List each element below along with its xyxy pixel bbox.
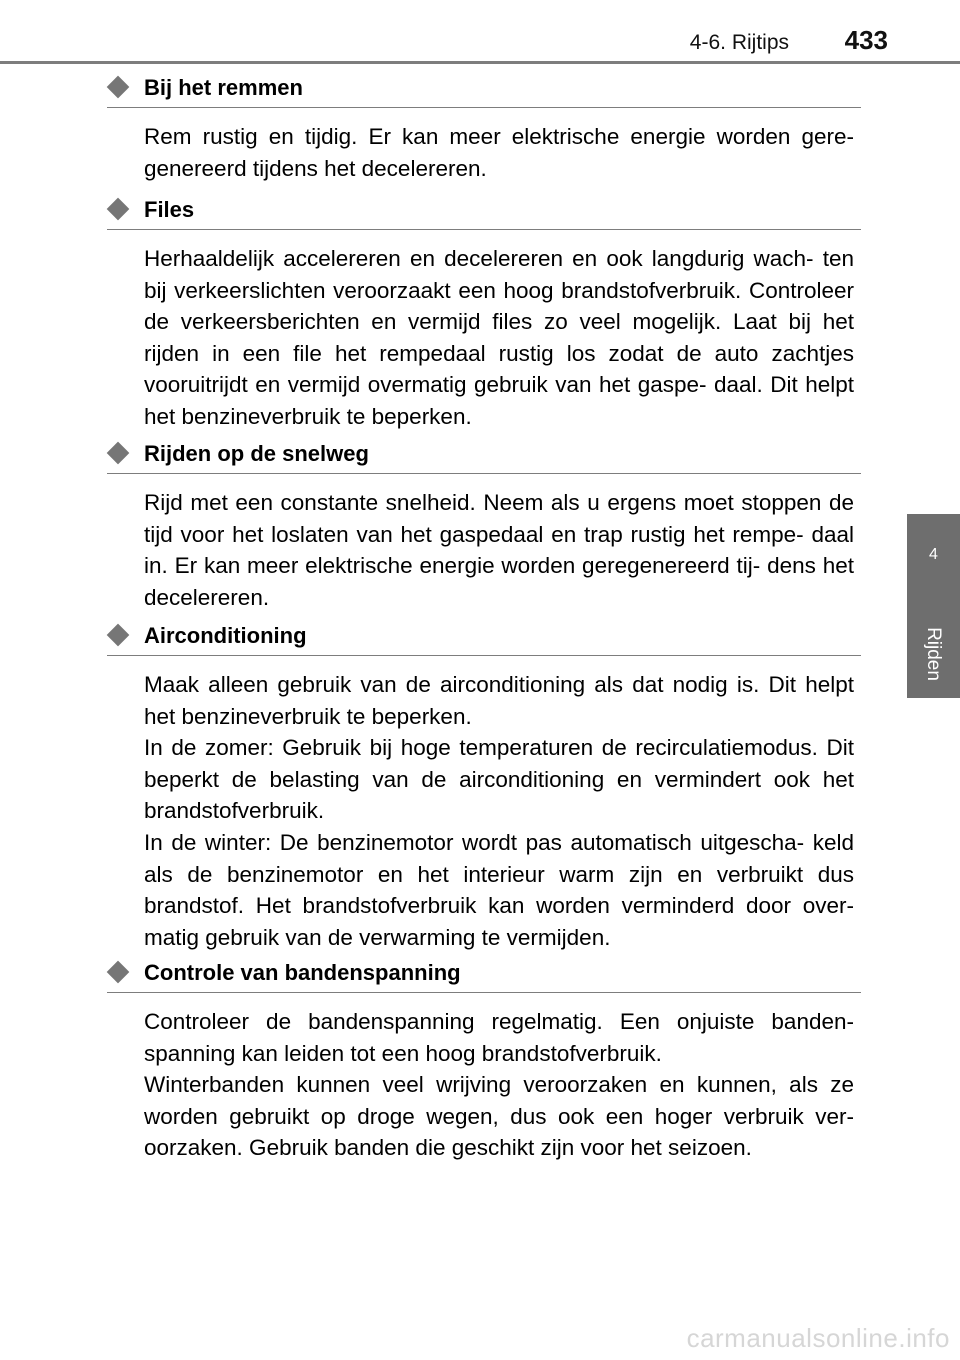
section-braking [107,76,861,184]
section-body [144,121,854,184]
section-divider [107,229,861,230]
section-body [144,487,854,613]
diamond-bullet-icon [107,442,130,465]
section-heading: Files [144,197,195,222]
diamond-bullet-icon [107,198,130,221]
section-title-row [107,198,861,230]
body-paragraph: In de winter: De benzinemotor wordt pas automatisch uitgescha- keld als de benzinemotor en het interieur warm zijn en verbruikt dus brandstof. Het brandstofverbruik kan worden verminderd door over- matig gebruik van de verwarming te vermijden. [144,829,854,950]
section-airconditioning [107,624,861,953]
diamond-bullet-icon [107,76,130,99]
body-paragraph: Rem rustig en tijdig. Er kan meer elektrische energie worden gere- genereerd tijdens het decelereren. [144,124,854,181]
section-tire-pressure [107,961,861,1164]
section-traffic-jams [107,198,861,433]
chapter-number: 4 [929,546,938,563]
section-divider [107,992,861,993]
body-paragraph: Maak alleen gebruik van de airconditioning als dat nodig is. Dit helpt het benzineverbruik te beperken. [144,672,854,729]
body-paragraph: Winterbanden kunnen veel wrijving veroorzaken en kunnen, als ze worden gebruikt op droge wegen, dus ook een hoger verbruik ver- oorzaken. Gebruik banden die geschikt zijn voor het seizoen. [144,1072,854,1161]
section-highway [107,442,861,613]
section-title-row [107,76,861,108]
page-number: 433 [844,25,888,55]
section-heading: Airconditioning [144,623,307,648]
section-title-row [107,624,861,656]
diamond-bullet-icon [107,961,130,984]
section-title-row [107,961,861,993]
section-divider [107,473,861,474]
chapter-side-tab [907,514,960,698]
section-divider [107,107,861,108]
section-title-row [107,442,861,474]
section-heading: Rijden op de snelweg [144,441,369,466]
diamond-bullet-icon [107,624,130,647]
section-heading: Bij het remmen [144,75,303,100]
section-body [144,1006,854,1164]
watermark: carmanualsonline.info [686,1323,950,1353]
header-divider [0,61,960,64]
section-divider [107,655,861,656]
body-paragraph: In de zomer: Gebruik bij hoge temperaturen de recirculatiemodus. Dit beperkt de belasting van de airconditioning en vermindert ook het brandstofverbruik. [144,735,854,824]
body-paragraph: Herhaaldelijk accelereren en decelereren en ook langdurig wach- ten bij verkeerslichten veroorzaakt een hoog brandstofverbruik. Controleer de verkeersberichten en vermijd files zo veel mogelijk. Laat bij het rijden in een file het rempedaal rustig los zodat de auto zachtjes vooruitrijdt en vermijd overmatig gebruik van het gaspe- daal. Dit helpt het benzineverbruik te beperken. [144,246,854,429]
section-label: 4-6. Rijtips [689,31,789,54]
section-body [144,669,854,953]
section-heading: Controle van bandenspanning [144,960,461,985]
section-body [144,243,854,433]
chapter-title: Rijden [923,627,944,681]
body-paragraph: Rijd met een constante snelheid. Neem als u ergens moet stoppen de tijd voor het loslaten van het gaspedaal en trap rustig het rempe- daal in. Er kan meer elektrische energie worden geregenereerd tij- dens het decelereren. [144,490,854,610]
body-paragraph: Controleer de bandenspanning regelmatig. Een onjuiste banden- spanning kan leiden tot een hoog brandstofverbruik. [144,1009,854,1066]
page-header [0,0,960,70]
